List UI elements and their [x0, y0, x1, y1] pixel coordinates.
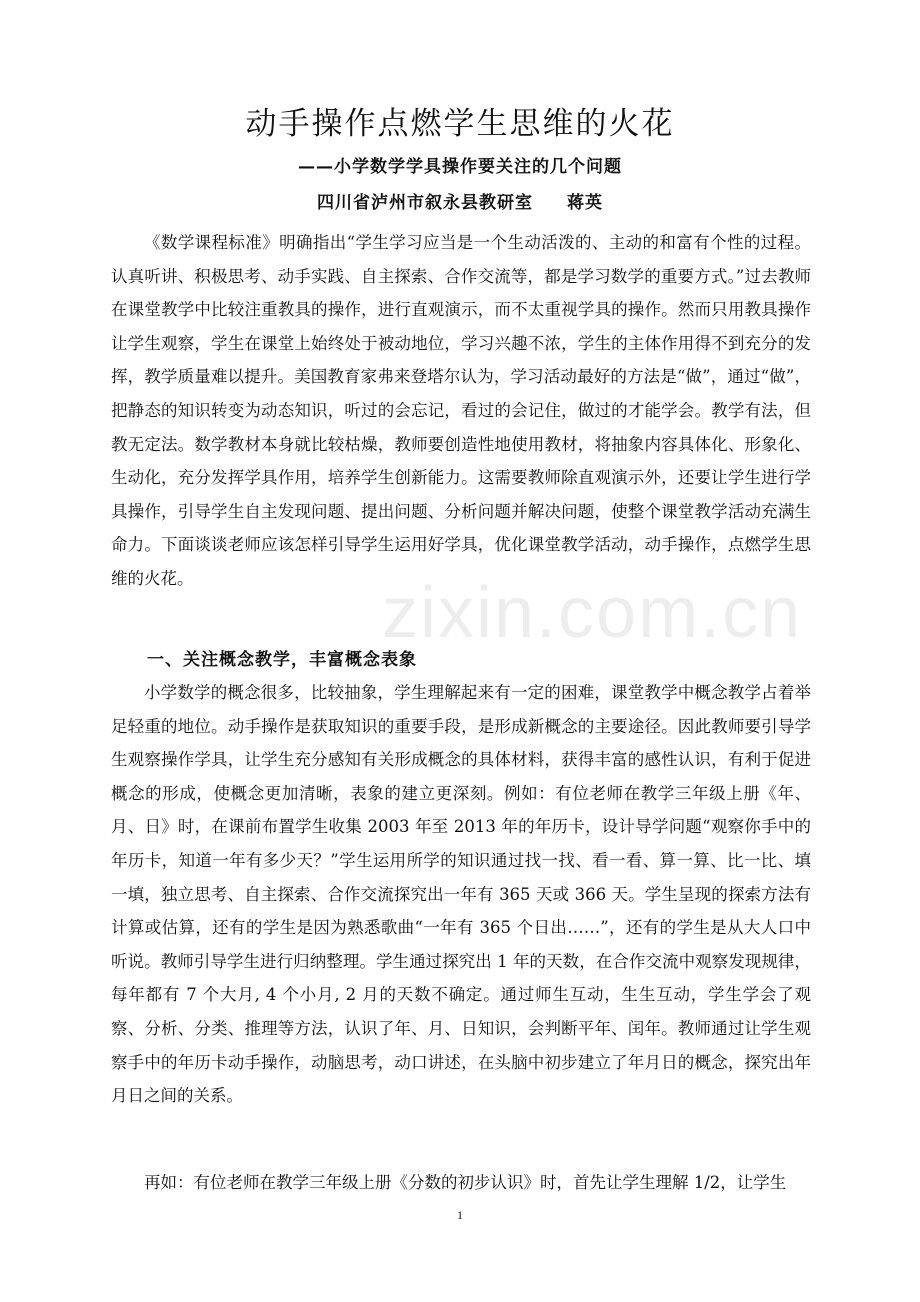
section-paragraph-continued: 再如：有位老师在教学三年级上册《分数的初步认识》时，首先让学生理解 1/2，让学生 — [144, 1173, 787, 1192]
section-heading: 一、关注概念教学，丰富概念表象 — [147, 650, 417, 670]
author-name: 蒋英 — [567, 193, 603, 213]
document-subtitle: ——小学数学学具操作要关注的几个问题 — [298, 157, 622, 177]
author-line — [0, 188, 920, 218]
section-paragraph: 小学数学的概念很多，比较抽象，学生理解起来有一定的困难，课堂教学中概念教学占着举足轻重的地位。动手操作是获取知识的重要手段，是形成新概念的主要途径。因此教师要引导学生观察操作学具，让学生充分感知有关形成概念的具体材料，获得丰富的感性认识，有利于促进概念的形成，使概念更加清晰，表象的建立更深刻。例如：有位老师在教学三年级上册《年、月、日》时，在课前布置学生收集 2003 年至 2013 年的年历卡，设计导学问题“观察你手中的年历卡，知道一年有多少天？”学生运用所学的知识通过找一找、看一看、算一算、比一比、填一填，独立思考、自主探索、合作交流探究出一年有 365 天或 366 天。学生呈现的探索方法有计算或估算，还有的学生是因为熟悉歌曲“一年有 365 个日出……”，还有的学生是从大人口中听说。教师引导学生进行归纳整理。学生通过探究出 1 年的天数，在合作交流中观察发现规律，每年都有 7 个大月, 4 个小月, 2 月的天数不确定。通过师生互动，生生互动，学生学会了观察、分析、分类、推理等方法，认识了年、月、日知识，会判断平年、闰年。教师通过让学生观察手中的年历卡动手操作，动脑思考，动口讲述，在头脑中初步建立了年月日的概念，探究出年月日之间的关系。 — [111, 683, 811, 1106]
author-organization: 四川省泸州市叙永县教研室 — [317, 193, 533, 213]
document-title: 动手操作点燃学生思维的火花 — [245, 106, 675, 142]
page-number: 1 — [457, 1208, 463, 1222]
intro-paragraph: 《数学课程标准》明确指出“学生学习应当是一个生动活泼的、主动的和富有个性的过程。认真听讲、积极思考、动手实践、自主探索、合作交流等，都是学习数学的重要方式。”过去教师在课堂教学中比较注重教具的操作，进行直观演示，而不太重视学具的操作。然而只用教具操作让学生观察，学生在课堂上始终处于被动地位，学习兴趣不浓，学生的主体作用得不到充分的发挥，教学质量难以提升。美国教育家弗来登塔尔认为，学习活动最好的方法是“做”，通过“做”，把静态的知识转变为动态知识，听过的会忘记，看过的会记住，做过的才能学会。教学有法，但教无定法。数学教材本身就比较枯燥，教师要创造性地使用教材，将抽象内容具体化、形象化、生动化，充分发挥学具作用，培养学生创新能力。这需要教师除直观演示外，还要让学生进行学具操作，引导学生自主发现问题、提出问题、分析问题并解决问题，使整个课堂教学活动充满生命力。下面谈谈老师应该怎样引导学生运用好学具，优化课堂教学活动，动手操作，点燃学生思维的火花。 — [111, 233, 811, 588]
watermark: zixin.com.cn — [382, 573, 803, 653]
